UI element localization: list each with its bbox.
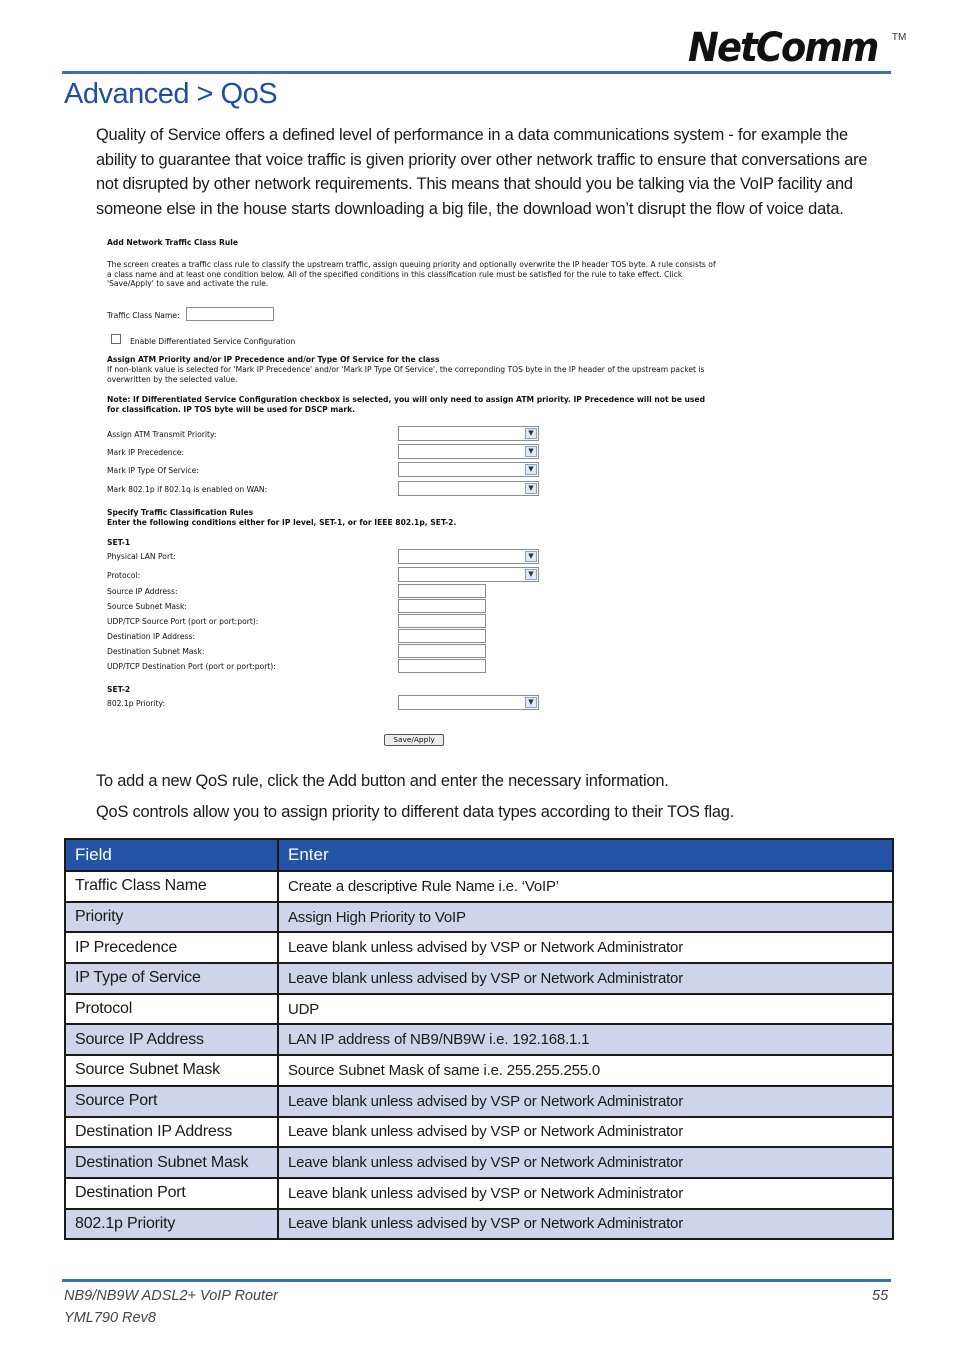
mark-8021p-label: Mark 802.1p if 802.1q is enabled on WAN: [107,485,268,494]
enter-cell: UDP [278,994,893,1025]
field-cell: IP Type of Service [65,963,278,994]
rules-subheading: Enter the following conditions either for IP level, SET-1, or for IEEE 802.1p, SET-2. [107,518,457,527]
protocol-select[interactable] [398,567,539,582]
prio-8021p-select[interactable] [398,695,539,710]
assign-atm-select[interactable] [398,426,539,441]
field-cell: IP Precedence [65,932,278,963]
dest-mask-input[interactable] [398,644,486,658]
assign-heading: Assign ATM Priority and/or IP Precedence and/or Type Of Service for the class [107,355,440,364]
enter-cell: Assign High Priority to VoIP [278,902,893,933]
protocol-label: Protocol: [107,571,141,580]
enter-cell: Source Subnet Mask of same i.e. 255.255.255.0 [278,1055,893,1086]
dest-ip-input[interactable] [398,629,486,643]
table-row [65,1055,893,1086]
enter-cell: Leave blank unless advised by VSP or Network Administrator [278,932,893,963]
chevron-down-icon: ▼ [525,569,537,580]
header-field: Field [65,839,278,871]
field-cell: Source Subnet Mask [65,1055,278,1086]
enter-cell: Leave blank unless advised by VSP or Network Administrator [278,1209,893,1240]
dest-mask-label: Destination Subnet Mask: [107,647,205,656]
diffserv-note: Note: If Differentiated Service Configuration checkbox is selected, you will only need to assign ATM priority. IP Precedence will not be used for classification. IP TOS byte will be used for DSCP mark. [107,395,706,414]
qos-rule-screenshot [104,234,724,754]
dest-port-label: UDP/TCP Destination Port (port or port:port): [107,662,276,671]
chevron-down-icon: ▼ [525,697,537,708]
source-ip-input[interactable] [398,584,486,598]
set2-heading: SET-2 [107,685,131,694]
field-cell: Destination IP Address [65,1117,278,1148]
table-header-row [65,839,893,871]
netcomm-logo [688,26,906,72]
enter-cell: Leave blank unless advised by VSP or Network Administrator [278,1086,893,1117]
enter-cell: Leave blank unless advised by VSP or Network Administrator [278,1117,893,1148]
chevron-down-icon: ▼ [525,551,537,562]
table-row [65,1178,893,1209]
dest-port-input[interactable] [398,659,486,673]
trademark: TM [891,32,907,43]
enter-cell: Leave blank unless advised by VSP or Network Administrator [278,1178,893,1209]
intro-paragraph: Quality of Service offers a defined level of performance in a data communications system - for example the ability to guarantee that voice traffic is given priority over other network traffic to ensure that conversations are not disrupted by other network requirements. This means that should you be talking via the VoIP facility and someone else in the house starts downloading a big file, the download won’t disrupt the flow of voice data. [96,126,868,218]
source-port-label: UDP/TCP Source Port (port or port:port): [107,617,259,626]
header-enter: Enter [278,839,893,871]
mark-ip-tos-label: Mark IP Type Of Service: [107,466,199,475]
table-row [65,1086,893,1117]
source-mask-input[interactable] [398,599,486,613]
table-row [65,1209,893,1240]
table-row [65,871,893,902]
assign-atm-label: Assign ATM Transmit Priority: [107,430,217,439]
table-row [65,932,893,963]
chevron-down-icon: ▼ [525,483,537,494]
source-port-input[interactable] [398,614,486,628]
screenshot-description: The screen creates a traffic class rule to classify the upstream traffic, assign queuing priority and optionally overwrite the IP header TOS byte. A rule consists of a class name and at least one condition below. All of the specified conditions in this classification rule must be satisfied for the rule to take effect. Click 'Save/Apply' to save and activate the rule. [107,260,716,289]
tos-paragraph: QoS controls allow you to assign priority to different data types according to their TOS flag. [96,803,735,821]
footer-product: NB9/NB9W ADSL2+ VoIP Router [64,1288,278,1304]
dest-ip-label: Destination IP Address: [107,632,196,641]
field-cell: Source IP Address [65,1024,278,1055]
field-cell: Source Port [65,1086,278,1117]
enter-cell: Leave blank unless advised by VSP or Network Administrator [278,963,893,994]
table-row [65,994,893,1025]
table-row [65,1117,893,1148]
mark-ip-precedence-select[interactable] [398,444,539,459]
save-apply-button[interactable]: Save/Apply [384,734,444,746]
field-cell: Destination Port [65,1178,278,1209]
class-name-label: Traffic Class Name: [107,311,180,320]
screenshot-heading: Add Network Traffic Class Rule [107,238,239,247]
field-cell: Protocol [65,994,278,1025]
footer-revision: YML790 Rev8 [64,1310,156,1326]
prio-8021p-label: 802.1p Priority: [107,699,166,708]
diffserv-label: Enable Differentiated Service Configuration [130,337,296,346]
class-name-input[interactable] [186,307,274,321]
source-ip-label: Source IP Address: [107,587,178,596]
set1-heading: SET-1 [107,538,131,547]
footer-rule [62,1279,891,1282]
source-mask-label: Source Subnet Mask: [107,602,187,611]
mark-8021p-select[interactable] [398,481,539,496]
table-row [65,963,893,994]
rules-heading: Specify Traffic Classification Rules [107,508,254,517]
field-cell: 802.1p Priority [65,1209,278,1240]
add-rule-paragraph: To add a new QoS rule, click the Add button and enter the necessary information. [96,772,669,790]
enter-cell: LAN IP address of NB9/NB9W i.e. 192.168.1.1 [278,1024,893,1055]
chevron-down-icon: ▼ [525,464,537,475]
enter-cell: Leave blank unless advised by VSP or Network Administrator [278,1147,893,1178]
table-row [65,1147,893,1178]
mark-ip-precedence-label: Mark IP Precedence: [107,448,185,457]
enter-cell: Create a descriptive Rule Name i.e. ‘VoIP’ [278,871,893,902]
page-title: Advanced > QoS [64,78,278,110]
diffserv-checkbox[interactable] [111,334,121,344]
header-rule [62,71,891,74]
physical-lan-select[interactable] [398,549,539,564]
field-cell: Traffic Class Name [65,871,278,902]
chevron-down-icon: ▼ [525,428,537,439]
assign-description: If non-blank value is selected for 'Mark IP Precedence' and/or 'Mark IP Type Of Service', the correponding TOS byte in the IP header of the upstream packet is overwritten by the selected value. [107,365,705,384]
physical-lan-label: Physical LAN Port: [107,552,176,561]
chevron-down-icon: ▼ [525,446,537,457]
table-row [65,902,893,933]
field-cell: Destination Subnet Mask [65,1147,278,1178]
table-row [65,1024,893,1055]
mark-ip-tos-select[interactable] [398,462,539,477]
logo-text: NetComm [688,25,878,71]
qos-field-table [64,838,894,1240]
page-number: 55 [872,1288,889,1304]
field-cell: Priority [65,902,278,933]
